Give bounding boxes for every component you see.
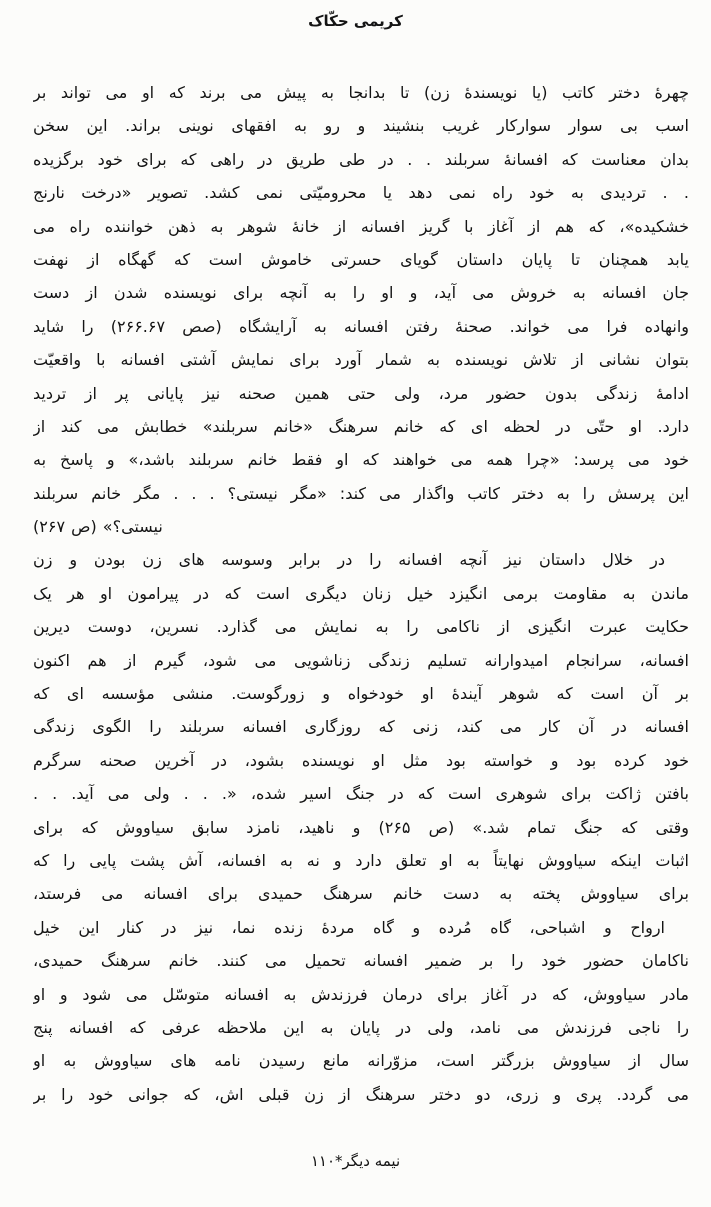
- text-line: می گردد. پری و زری، دو دختر سرهنگ از زن قبلی اش، که جوانی خود را بر: [33, 1084, 689, 1104]
- text-line: این پرسش را به دختر کاتب واگذار می کند: «مگر نیستی؟ . . . مگر خانم سربلند: [33, 483, 689, 503]
- text-line: بر آن است که شوهر آیندهٔ او خودخواه و زورگوست. منشی مؤسسه ای که: [33, 684, 689, 704]
- text-line: وقتی که جنگ تمام شد.» (ص ۲۶۵) و ناهید، نامزد سابق سیاووش که برای: [33, 817, 689, 837]
- text-line: اثبات اینکه سیاووش نهایتاً به او تعلق دارد و نه به افسانه، آش پشت پایی را که: [33, 850, 689, 870]
- page-header-author: کریمی حکّاک: [308, 12, 403, 30]
- text-line: ادامهٔ زندگی بدون حضور مرد، ولی حتی همین صحنه نیز پایانی پر از تردید: [33, 383, 689, 403]
- text-line: بتوان نشانی از تلاش نویسنده به شمار آورد برای نمایش آشتی افسانه با واقعیّت: [33, 350, 689, 370]
- text-line: اسب بی سوار سوارکار غریب بنشیند و رو به افقهای نوینی براند. این سخن: [33, 116, 689, 136]
- text-line: برای سیاووش پخته به دست خانم سرهنگ حمیدی برای افسانه می فرستد،: [33, 884, 689, 904]
- text-line: ارواح و اشباحی، گاه مُرده و گاه مردهٔ زنده نما، نیز در کنار این خیل: [33, 917, 665, 937]
- text-line: خود می پرسد: «چرا همه می خواهند که او فقط خانم سربلند باشد،» و پاسخ به: [33, 450, 689, 470]
- text-line: . . تردیدی به خود راه نمی دهد یا محرومیّتی نمی کشد. تصویر «درخت نارنج: [33, 183, 689, 203]
- text-line: بافتن ژاکت برای شوهری است که در جنگ اسیر شده، «. . . ولی می آید. . .: [33, 784, 689, 804]
- text-line: سال از سیاووش بزرگتر است، مزوّرانه مانع رسیدن نامه های سیاووش به او: [33, 1051, 689, 1071]
- text-line: نیستی؟» (ص ۲۶۷): [33, 517, 163, 537]
- text-line: بدان معناست که افسانهٔ سربلند . . در طی طریق در راهی که برای خود برگزیده: [33, 149, 689, 169]
- page-body: [33, 76, 689, 1111]
- text-line: یابد همچنان تا پایان داستان گویای حسرتی خاموش است که گهگاه از نهفت: [33, 249, 689, 269]
- text-line: ماندن به مقاومت برمی انگیزد خیل زنان دیگری است که در پیرامون او هر یک: [33, 583, 689, 603]
- text-line: افسانه در آن کار می کند، زنی که روزگاری افسانه سربلند را الگوی زندگی: [33, 717, 689, 737]
- text-line: در خلال داستان نیز آنچه افسانه را در برابر وسوسه های زن بودن و زن: [33, 550, 665, 570]
- text-line: حکایت عبرت انگیزی از ناکامی را به نمایش می گذارد. نسرین، دوست دیرین: [33, 617, 689, 637]
- text-line: وانهاده فرا می خواند. صحنهٔ رفتن افسانه به آرایشگاه (صص ۲۶۶.۶۷) را شاید: [33, 316, 689, 336]
- text-line: افسانه، سرانجام امیدوارانه تسلیم زندگی زناشویی می شود، گیرم از هم اکنون: [33, 650, 689, 670]
- text-line: مادر سیاووش، که در آغاز برای درمان فرزندش به افسانه متوسّل می شود و او: [33, 984, 689, 1004]
- text-line: خود کرده بود و خواسته بود مثل او نویسنده بشود، در آخرین صحنه سرگرم: [33, 750, 689, 770]
- text-line: دارد. او حتّی در لحظه ای که خانم سرهنگ «خانم سربلند» خطابش می کند از: [33, 416, 689, 436]
- text-line: چهرهٔ دختر کاتب (یا نویسندهٔ زن) تا بدانجا به پیش می برند که او می تواند بر: [33, 83, 689, 102]
- page-footer-journal-page-number: نیمه دیگر*۱۱۰: [310, 1152, 401, 1170]
- text-line: ناکامان حضور خود را بر ضمیر افسانه تحمیل می کنند. خانم سرهنگ حمیدی،: [33, 951, 689, 971]
- text-line: خشکیده»، که هم از آغاز با گریز افسانه از خانهٔ شوهر به ذهن خواننده راه می: [33, 216, 689, 236]
- text-line: جان افسانه به خروش می آید، و او را به آنچه برای نویسنده شدن از دست: [33, 283, 689, 303]
- text-line: را ناجی فرزندش می نامد، ولی در پایان به این ملاحظه عرفی که افسانه پنج: [33, 1017, 689, 1037]
